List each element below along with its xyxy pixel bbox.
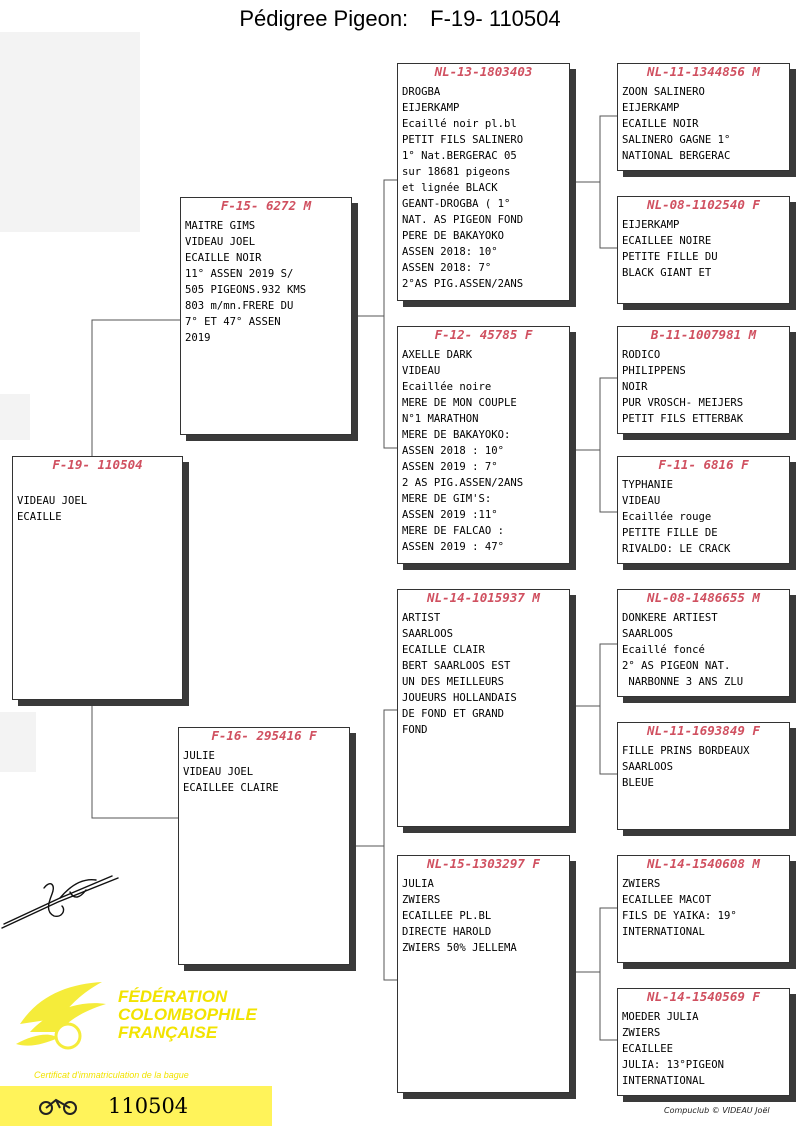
- ring-number: F-16- 295416 F: [211, 728, 317, 743]
- info-line: DIRECTE HAROLD: [402, 926, 492, 938]
- info-line: 1° Nat.BERGERAC 05: [402, 150, 517, 162]
- info-line: ASSEN 2019 : 7°: [402, 461, 498, 473]
- info-line: ZWIERS: [402, 894, 441, 906]
- title-ring-number: F-19- 110504: [430, 6, 561, 31]
- info-line: ECAILLEE PL.BL: [402, 910, 492, 922]
- info-line: EIJERKAMP: [622, 102, 680, 114]
- info-line: VIDEAU: [622, 495, 661, 507]
- footer-credit: Compuclub © VIDEAU Joël: [664, 1106, 770, 1115]
- federation-name: [118, 988, 257, 1042]
- info-line: 505 PIGEONS.932 KMS: [185, 284, 307, 296]
- info-line: NOIR: [622, 381, 648, 393]
- info-line: PUR VROSCH- MEIJERS: [622, 397, 744, 409]
- info-line: MERE DE FALCAO :: [402, 525, 505, 537]
- info-line: 2°AS PIG.ASSEN/2ANS: [402, 278, 524, 290]
- info-line: Ecaillée noire: [402, 381, 492, 393]
- info-line: EIJERKAMP: [402, 102, 460, 114]
- certificate-number: 110504: [108, 1094, 189, 1118]
- ring-number: B-11-1007981 M: [650, 327, 757, 342]
- info-line: PETIT FILS SALINERO: [402, 134, 524, 146]
- info-line: N°1 MARATHON: [402, 413, 479, 425]
- certificate-caption: Certificat d'immatriculation de la bague: [34, 1070, 189, 1080]
- pigeon-card-dss: [617, 589, 790, 697]
- info-line: ZWIERS 50% JELLEMA: [402, 942, 517, 954]
- info-line: JULIE: [183, 750, 215, 762]
- info-line: INTERNATIONAL: [622, 926, 705, 938]
- info-line: BLACK GIANT ET: [622, 267, 712, 279]
- info-line: TYPHANIE: [622, 479, 674, 491]
- info-line: RIVALDO: LE CRACK: [622, 543, 731, 555]
- info-line: SALINERO GAGNE 1°: [622, 134, 731, 146]
- info-line: ZWIERS: [622, 878, 661, 890]
- pigeon-card-sire-sire: [397, 63, 570, 301]
- info-line: ECAILLEE CLAIRE: [183, 782, 279, 794]
- info-line: ZWIERS: [622, 1027, 661, 1039]
- info-line: ASSEN 2018 : 10°: [402, 445, 505, 457]
- info-line: ECAILLE CLAIR: [402, 644, 485, 656]
- info-line: 2019: [185, 332, 211, 344]
- info-line: sur 18681 pigeons: [402, 166, 511, 178]
- pigeon-card-subject: [12, 456, 183, 700]
- pigeon-card-ddd: [617, 988, 790, 1096]
- info-line: ARTIST: [402, 612, 441, 624]
- info-line: ECAILLE NOIR: [622, 118, 699, 130]
- info-line: PERE DE BAKAYOKO: [402, 230, 505, 242]
- info-line: PHILIPPENS: [622, 365, 686, 377]
- pigeon-card-dam-sire: [397, 589, 570, 827]
- info-line: ZOON SALINERO: [622, 86, 705, 98]
- ring-number: NL-13-1803403: [434, 64, 533, 79]
- federation-name-line: COLOMBOPHILE: [118, 1005, 257, 1024]
- ring-number: F-12- 45785 F: [434, 327, 533, 342]
- ring-number: NL-11-1693849 F: [647, 723, 760, 738]
- ring-number: NL-14-1540569 F: [647, 989, 760, 1004]
- ring-number: NL-14-1540608 M: [647, 856, 760, 871]
- pigeon-card-sire: [180, 197, 352, 435]
- info-line: NAT. AS PIGEON FOND: [402, 214, 524, 226]
- title-label: Pédigree Pigeon:: [239, 6, 409, 31]
- info-line: 803 m/mn.FRERE DU: [185, 300, 294, 312]
- pigeon-card-dam-dam: [397, 855, 570, 1093]
- info-line: 7° ET 47° ASSEN: [185, 316, 281, 328]
- info-line: EIJERKAMP: [622, 219, 680, 231]
- ring-number: NL-08-1486655 M: [647, 590, 760, 605]
- pigeon-card-dsd: [617, 722, 790, 830]
- info-line: AXELLE DARK: [402, 349, 473, 361]
- info-line: MAITRE GIMS: [185, 220, 256, 232]
- info-line: MERE DE MON COUPLE: [402, 397, 517, 409]
- federation-name-line: FÉDÉRATION: [118, 987, 228, 1006]
- info-line: FILS DE YAIKA: 19°: [622, 910, 737, 922]
- ring-number: F-15- 6272 M: [220, 198, 312, 213]
- info-line: BLEUE: [622, 777, 654, 789]
- info-line: NATIONAL BERGERAC: [622, 150, 731, 162]
- info-line: FILLE PRINS BORDEAUX: [622, 745, 750, 757]
- ring-number-band: [0, 1086, 272, 1126]
- info-line: MERE DE BAKAYOKO:: [402, 429, 511, 441]
- info-line: ASSEN 2019 :11°: [402, 509, 498, 521]
- bicycle-emblem-icon: [36, 1096, 80, 1116]
- info-line: 2 AS PIG.ASSEN/2ANS: [402, 477, 524, 489]
- ring-number: NL-14-1015937 M: [427, 590, 540, 605]
- pigeon-card-sss: [617, 63, 790, 171]
- pigeon-card-ssd: [617, 196, 790, 304]
- info-line: PETITE FILLE DU: [622, 251, 718, 263]
- info-line: ASSEN 2018: 10°: [402, 246, 498, 258]
- info-line: INTERNATIONAL: [622, 1075, 705, 1087]
- info-line: SAARLOOS: [622, 628, 674, 640]
- pigeon-card-sdd: [617, 456, 790, 564]
- info-line: BERT SAARLOOS EST: [402, 660, 511, 672]
- dove-logo-icon: [10, 974, 110, 1054]
- pigeon-card-sire-dam: [397, 326, 570, 564]
- info-line: JOUEURS HOLLANDAIS: [402, 692, 517, 704]
- info-line: MOEDER JULIA: [622, 1011, 699, 1023]
- info-line: Ecaillée rouge: [622, 511, 712, 523]
- info-line: UN DES MEILLEURS: [402, 676, 505, 688]
- info-line: PETITE FILLE DE: [622, 527, 718, 539]
- signature-icon: [0, 868, 130, 938]
- info-line: PETIT FILS ETTERBAK: [622, 413, 744, 425]
- info-line: VIDEAU JOEL: [185, 236, 256, 248]
- info-line: ECAILLEE: [622, 1043, 674, 1055]
- info-line: DONKERE ARTIEST: [622, 612, 718, 624]
- info-line: 2° AS PIGEON NAT.: [622, 660, 731, 672]
- federation-name-line: FRANÇAISE: [118, 1023, 218, 1042]
- info-line: VIDEAU JOEL: [183, 766, 254, 778]
- info-line: ECAILLE: [17, 511, 62, 523]
- info-line: ASSEN 2019 : 47°: [402, 541, 505, 553]
- info-line: DROGBA: [402, 86, 441, 98]
- ring-number: F-19- 110504: [52, 457, 143, 472]
- info-line: SAARLOOS: [402, 628, 454, 640]
- ring-number: NL-08-1102540 F: [647, 197, 760, 212]
- info-line: VIDEAU: [402, 365, 441, 377]
- info-line: GEANT-DROGBA ( 1°: [402, 198, 511, 210]
- info-line: ECAILLE NOIR: [185, 252, 262, 264]
- info-line: JULIA: [402, 878, 434, 890]
- info-line: ASSEN 2018: 7°: [402, 262, 492, 274]
- pigeon-card-sds: [617, 326, 790, 434]
- info-line: SAARLOOS: [622, 761, 674, 773]
- ring-number: NL-11-1344856 M: [647, 64, 760, 79]
- ring-number: F-11- 6816 F: [658, 457, 749, 472]
- info-line: RODICO: [622, 349, 661, 361]
- info-line: Ecaillé foncé: [622, 644, 705, 656]
- info-line: MERE DE GIM'S:: [402, 493, 492, 505]
- info-line: 11° ASSEN 2019 S/: [185, 268, 294, 280]
- info-line: ECAILLEE NOIRE: [622, 235, 712, 247]
- federation-certificate: [0, 960, 268, 1132]
- ring-number: NL-15-1303297 F: [427, 856, 540, 871]
- pigeon-card-dds: [617, 855, 790, 963]
- pigeon-card-dam: [178, 727, 350, 965]
- info-line: FOND: [402, 724, 428, 736]
- info-line: JULIA: 13°PIGEON: [622, 1059, 725, 1071]
- info-line: NARBONNE 3 ANS ZLU: [622, 676, 744, 688]
- info-line: ECAILLEE MACOT: [622, 894, 712, 906]
- info-line: et lignée BLACK: [402, 182, 498, 194]
- info-line: Ecaillé noir pl.bl: [402, 118, 517, 130]
- info-line: DE FOND ET GRAND: [402, 708, 505, 720]
- info-line: VIDEAU JOEL: [17, 495, 88, 507]
